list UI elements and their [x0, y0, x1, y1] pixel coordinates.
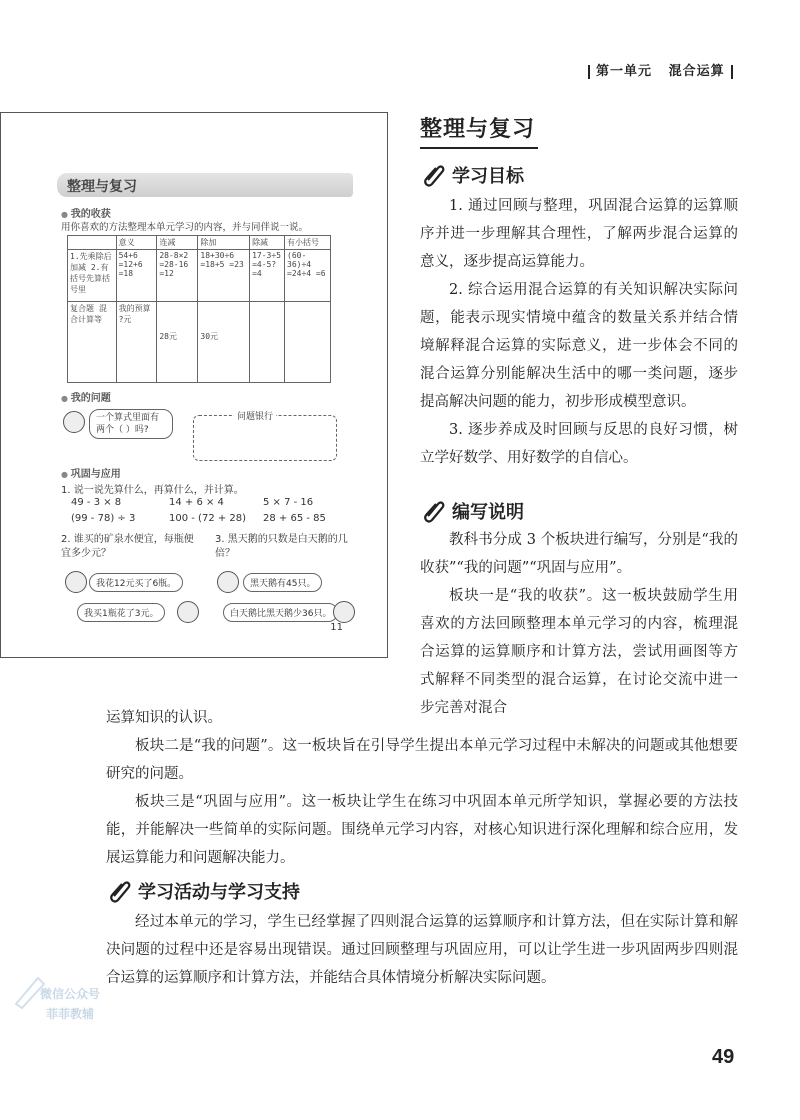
- amount-28: 28元: [159, 332, 177, 341]
- watermark-line: 菲菲教辅: [46, 1007, 95, 1021]
- grid-cell: 1.先乘除后加减 2.有括号先算括号里: [68, 250, 117, 302]
- running-header: [582, 60, 742, 80]
- grid-cell: 54+6 =12+6 =18: [116, 250, 157, 302]
- amount-30: 30元: [200, 332, 219, 341]
- grid-header: 连减: [157, 236, 198, 250]
- practice-q2: 2. 谁买的矿泉水便宜，每瓶便宜多少元？: [61, 534, 194, 559]
- thumbnail-section-questions: ● 我的问题: [61, 389, 111, 404]
- watermark: [40, 984, 100, 1024]
- thumbnail-title-bar: [57, 173, 353, 197]
- calc-item: 100 - (72 + 28): [169, 513, 247, 524]
- speech-bubble: 我花12元买了6瓶。: [89, 573, 183, 592]
- activities-heading: [106, 878, 738, 904]
- page-title: 整理与复习: [420, 112, 535, 143]
- textbook-page-figure: [0, 112, 388, 658]
- child-avatar: [177, 601, 199, 623]
- goals-heading-text: 学习目标: [452, 166, 524, 187]
- child-avatar: [333, 601, 355, 623]
- writing-heading: [420, 498, 738, 524]
- grid-cell: [285, 302, 331, 383]
- goal-paragraph: 2. 综合运用混合运算的有关知识解决实际问题，能表示现实情境中蕴含的数量关系并结合情境解释混合运算的实际意义，进一步体会不同的混合运算分别能解决生活中的哪一类问题，逐步提高解决问题的能力，初步形成模型意识。: [420, 282, 738, 410]
- speech-bubble: 我买1瓶花了3元。: [77, 603, 165, 622]
- grid-cell: [116, 302, 157, 383]
- grid-header: 有小括号: [285, 236, 331, 250]
- thumbnail-section-harvest: ● 我的收获: [61, 205, 111, 220]
- calc-item: 28 + 65 - 85: [263, 513, 326, 524]
- activities-paragraph: 经过本单元的学习，学生已经掌握了四则混合运算的运算顺序和计算方法，但在实际计算和解决问题的过程中还是容易出现错误。通过回顾整理与巩固应用，可以让学生进一步巩固两步四则混合运算的运算顺序和计算方法，并能结合具体情境分析解决实际问题。: [106, 914, 738, 986]
- calc-item: 49 - 3 × 8: [71, 497, 122, 508]
- child-avatar: [63, 411, 85, 433]
- grid-header: 除加: [198, 236, 250, 250]
- child-avatar: [65, 571, 87, 593]
- goals-heading: [420, 162, 738, 188]
- writing-heading-text: 编写说明: [452, 502, 524, 523]
- goal-paragraph: 3. 逐步养成及时回顾与反思的良好习惯，树立学好数学、用好数学的自信心。: [420, 422, 738, 466]
- calc-item: 5 × 7 - 16: [263, 497, 314, 508]
- practice-q1: 1. 说一说先算什么，再算什么，并计算。: [61, 485, 244, 496]
- header-topic: 混合运算: [668, 64, 725, 79]
- thumbnail-title: 整理与复习: [67, 179, 137, 195]
- paperclip-icon: [106, 878, 132, 904]
- paperclip-icon: [420, 498, 446, 524]
- writing-paragraph: 板块一是“我的收获”。这一板块鼓励学生用喜欢的方法回顾整理本单元学习的内容，梳理混合运算的运算顺序和计算方法，尝试用画图等方式解释不同类型的混合运算，在讨论交流中进一步完善对混合: [420, 588, 738, 716]
- speech-bubble: 黑天鹅有45只。: [243, 573, 322, 592]
- grid-cell: [250, 302, 285, 383]
- kid-speech-bubble: 一个算式里面有两个（ ）吗?: [89, 409, 173, 439]
- calc-item: 14 + 6 × 4: [169, 497, 224, 508]
- writing-paragraph: 教科书分成 3 个板块进行编写，分别是“我的收获”“我的问题”“巩固与应用”。: [420, 532, 738, 576]
- practice-q3: 3. 黑天鹅的只数是白天鹅的几倍？: [215, 534, 348, 559]
- page-number: 49: [712, 1046, 735, 1068]
- grid-cell: 28-8×2 =28-16 =12: [157, 250, 198, 302]
- thumbnail-page-number: 11: [330, 622, 343, 633]
- goal-paragraph: 1. 通过回顾与整理，巩固混合运算的运算顺序并进一步理解其合理性，了解两步混合运算的意义，逐步提高运算能力。: [420, 198, 738, 270]
- watermark-line: 微信公众号: [40, 987, 101, 1001]
- grid-cell: [198, 302, 250, 383]
- writing-paragraph-continued: 运算知识的认识。: [106, 710, 222, 726]
- speech-bubble: 白天鹅比黑天鹅少36只。: [223, 603, 338, 622]
- calc-item: (99 - 78) ÷ 3: [71, 513, 136, 524]
- writing-body-top: [420, 526, 738, 722]
- summary-table: [67, 235, 331, 383]
- activities-body: [106, 908, 738, 992]
- grid-cell: 18+30÷6 =18+5 =23: [198, 250, 250, 302]
- budget-note: 我的预算: [118, 304, 151, 313]
- writing-paragraph: 板块三是“巩固与应用”。这一板块让学生在练习中巩固本单元所学知识，掌握必要的方法技能，并能解决一些简单的实际问题。围绕单元学习内容，对核心知识进行深化理解和综合应用，发展运算能力和问题解决能力。: [106, 794, 738, 866]
- grid-header: 除减: [250, 236, 285, 250]
- thumbnail-section-practice: ● 巩固与应用: [61, 465, 121, 480]
- grid-cell: [157, 302, 198, 383]
- grid-cell: (60-36)÷4 =24÷4 =6: [285, 250, 331, 302]
- grid-cell: 复合题 混合计算等: [68, 302, 117, 383]
- paperclip-icon: [420, 162, 446, 188]
- activities-heading-text: 学习活动与学习支持: [138, 882, 300, 903]
- grid-header: [68, 236, 117, 250]
- question-bank-box: [193, 412, 337, 461]
- header-unit: 第一单元: [596, 64, 653, 79]
- goals-body: [420, 192, 738, 472]
- writing-paragraph: 板块二是“我的问题”。这一板块旨在引导学生提出本单元学习过程中未解决的问题或其他想要研究的问题。: [106, 738, 738, 782]
- cost-note: ?元: [118, 315, 132, 324]
- child-avatar: [217, 571, 239, 593]
- writing-body-bottom: [106, 704, 738, 872]
- grid-header: 意义: [116, 236, 157, 250]
- question-bank-label: 问题银行: [234, 409, 276, 422]
- thumbnail-instruction: 用你喜欢的方法整理本单元学习的内容，并与同伴说一说。: [61, 222, 309, 233]
- grid-cell: 17-3÷5 =4-5? =4: [250, 250, 285, 302]
